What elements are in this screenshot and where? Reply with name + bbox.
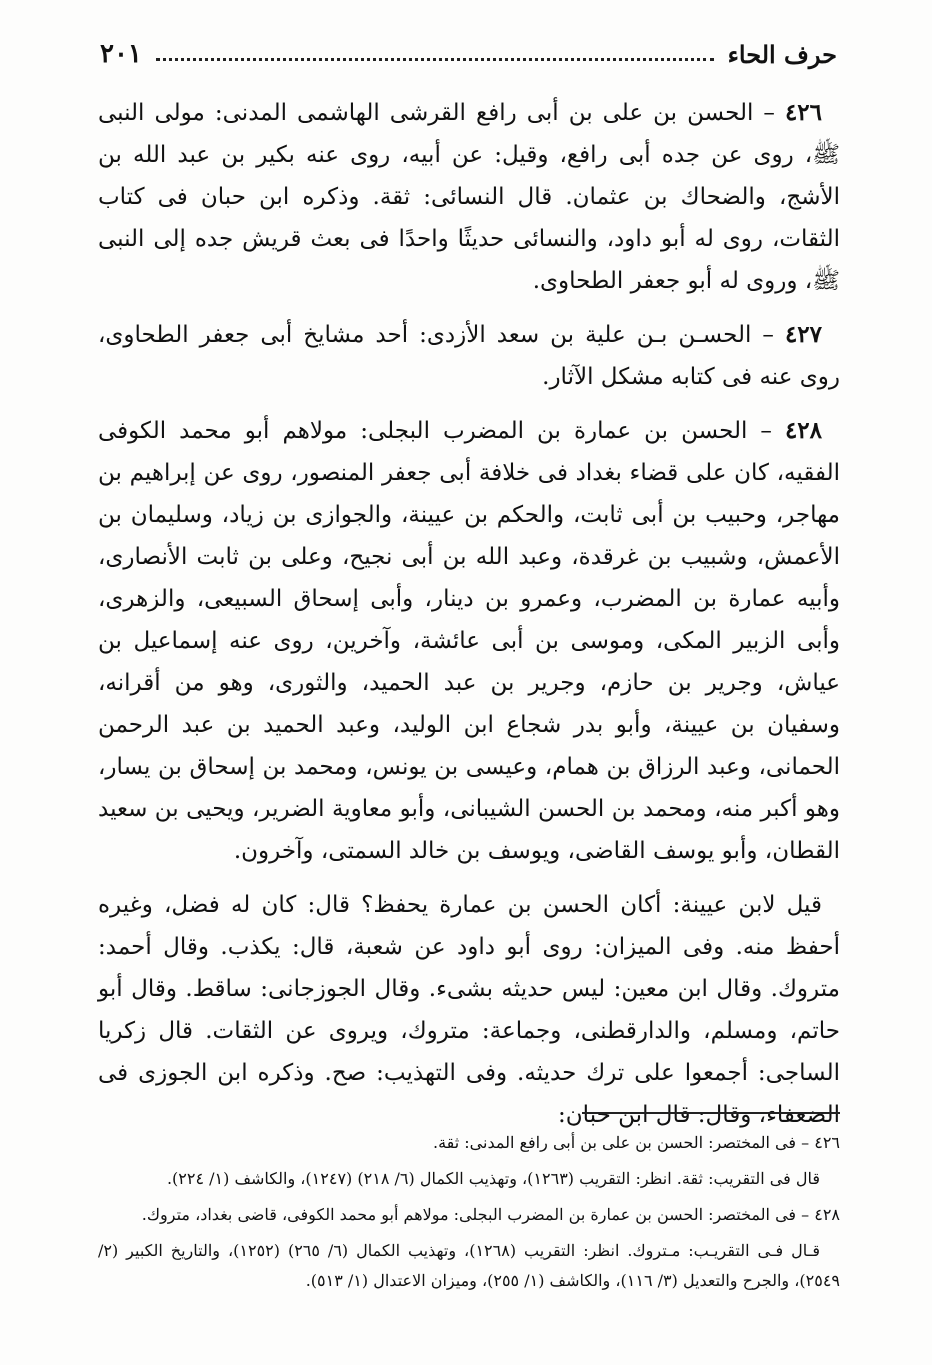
commentary-paragraph: قيل لابن عيينة: أكان الحسن بن عمارة يحفظ؟ قال: كان له فضل، وغيره أحفظ منه. وفى الميزان: روى أبو داود عن شعبة، قال: يكذب. وقال أحمد: متروك. وقال ابن معين: ليس حديثه بشىء. وقال الجوزجانى: ساقط. وقال أبو حاتم، ومسلم، والدارقطنى، وجماعة: متروك، ويروى عن الثقات. قال زكريا الساجى: أجمعوا على ترك حديثه. وفى التهذيب: صح. وذكره ابن الجوزى فى الضعفاء، وقال: قال ابن حبان:	[98, 892, 840, 1128]
biography-entry	[98, 314, 840, 398]
footnotes	[98, 1128, 840, 1302]
entry-text: – الحسن بن عمارة بن المضرب البجلى: مولاهم أبو محمد الكوفى الفقيه، كان على قضاء بغداد فى خلافة أبى جعفر المنصور، روى عن إبراهيم بن مهاجر، وحبيب بن أبى ثابت، والحكم بن عيينة، والجوازى بن زياد، وسليمان بن الأعمش، وشبيب بن غرقدة، وعبد الله بن أبى نجيح، وعلى بن ثابت الأنصارى، وأبيه عمارة بن المضرب، وعمرو بن دينار، وأبى إسحاق السبيعى، والزهرى، وأبى الزبير المكى، وموسى بن أبى عائشة، وآخرين، روى عنه إسماعيل بن عياش، وجرير بن حازم، وجرير بن عبد الحميد، والثورى، وهو من أقرانه، وسفيان بن عيينة، وأبو بدر شجاع ابن الوليد، وعبد الحميد بن عبد الرحمن الحمانى، وعبد الرزاق بن همام، وعيسى بن يونس، ومحمد بن إسحاق بن يسار، وهو أكبر منه، ومحمد بن الحسن الشيبانى، وأبو معاوية الضرير، ويحيى بن سعيد القطان، وأبو يوسف القاضى، ويوسف بن خالد السمتى، وآخرون.	[98, 418, 840, 864]
header-dotted-leader	[156, 58, 714, 61]
entry-text: – الحسـن بـن علية بن سعد الأزدى: أحد مشايخ أبى جعفر الطحاوى، روى عنه فى كتابه مشكل الآثار.	[98, 322, 840, 390]
entry-number: ٤٢٦	[784, 99, 823, 126]
footnote: قال فى التقريب: ثقة. انظر: التقريب (١٢٦٣)، وتهذيب الكمال (٦/ ٢١٨) (١٢٤٧)، والكاشف (١/ ٢٢٤).	[166, 1169, 820, 1188]
main-text	[98, 92, 840, 1136]
biography-entry	[98, 92, 840, 302]
page-header	[100, 34, 837, 74]
chapter-title: حرف الحاء	[727, 39, 837, 69]
entry-text: – الحسن بن على بن أبى رافع القرشى الهاشمى المدنى: مولى النبى ﷺ، روى عن جده أبى رافع، وقيل: عن أبيه، روى عنه بكير بن عبد الله بن الأشج، والضحاك بن عثمان. قال النسائى: ثقة. وذكره ابن حبان فى كتاب الثقات، روى له أبو داود، والنسائى حديثًا واحدًا فى بعث قريش جده إلى النبى ﷺ، وروى له أبو جعفر الطحاوى.	[98, 100, 840, 294]
footnote-separator	[582, 1112, 840, 1114]
biography-entry	[98, 410, 840, 872]
entry-number: ٤٢٧	[784, 321, 822, 348]
footnote: ٤٢٨ – فى المختصر: الحسن بن عمارة بن المضرب البجلى: مولاهم أبو محمد الكوفى، قاضى بغداد، متروك.	[141, 1205, 840, 1224]
footnote: ٤٢٦ – فى المختصر: الحسن بن على بن أبى رافع المدنى: ثقة.	[432, 1133, 840, 1152]
footnote: قـال فـى التقريـب: مـتروك. انظر: التقريب (١٢٦٨)، وتهذيب الكمال (٦/ ٢٦٥) (١٢٥٢)، والتاريخ الكبير (٢/ ٢٥٤٩)، والجرح والتعديل (٣/ ١١٦)، والكاشف (١/ ٢٥٥)، وميزان الاعتدال (١/ ٥١٣).	[98, 1241, 840, 1290]
page-number: ٢٠١	[100, 39, 142, 69]
entry-number: ٤٢٨	[784, 417, 822, 444]
